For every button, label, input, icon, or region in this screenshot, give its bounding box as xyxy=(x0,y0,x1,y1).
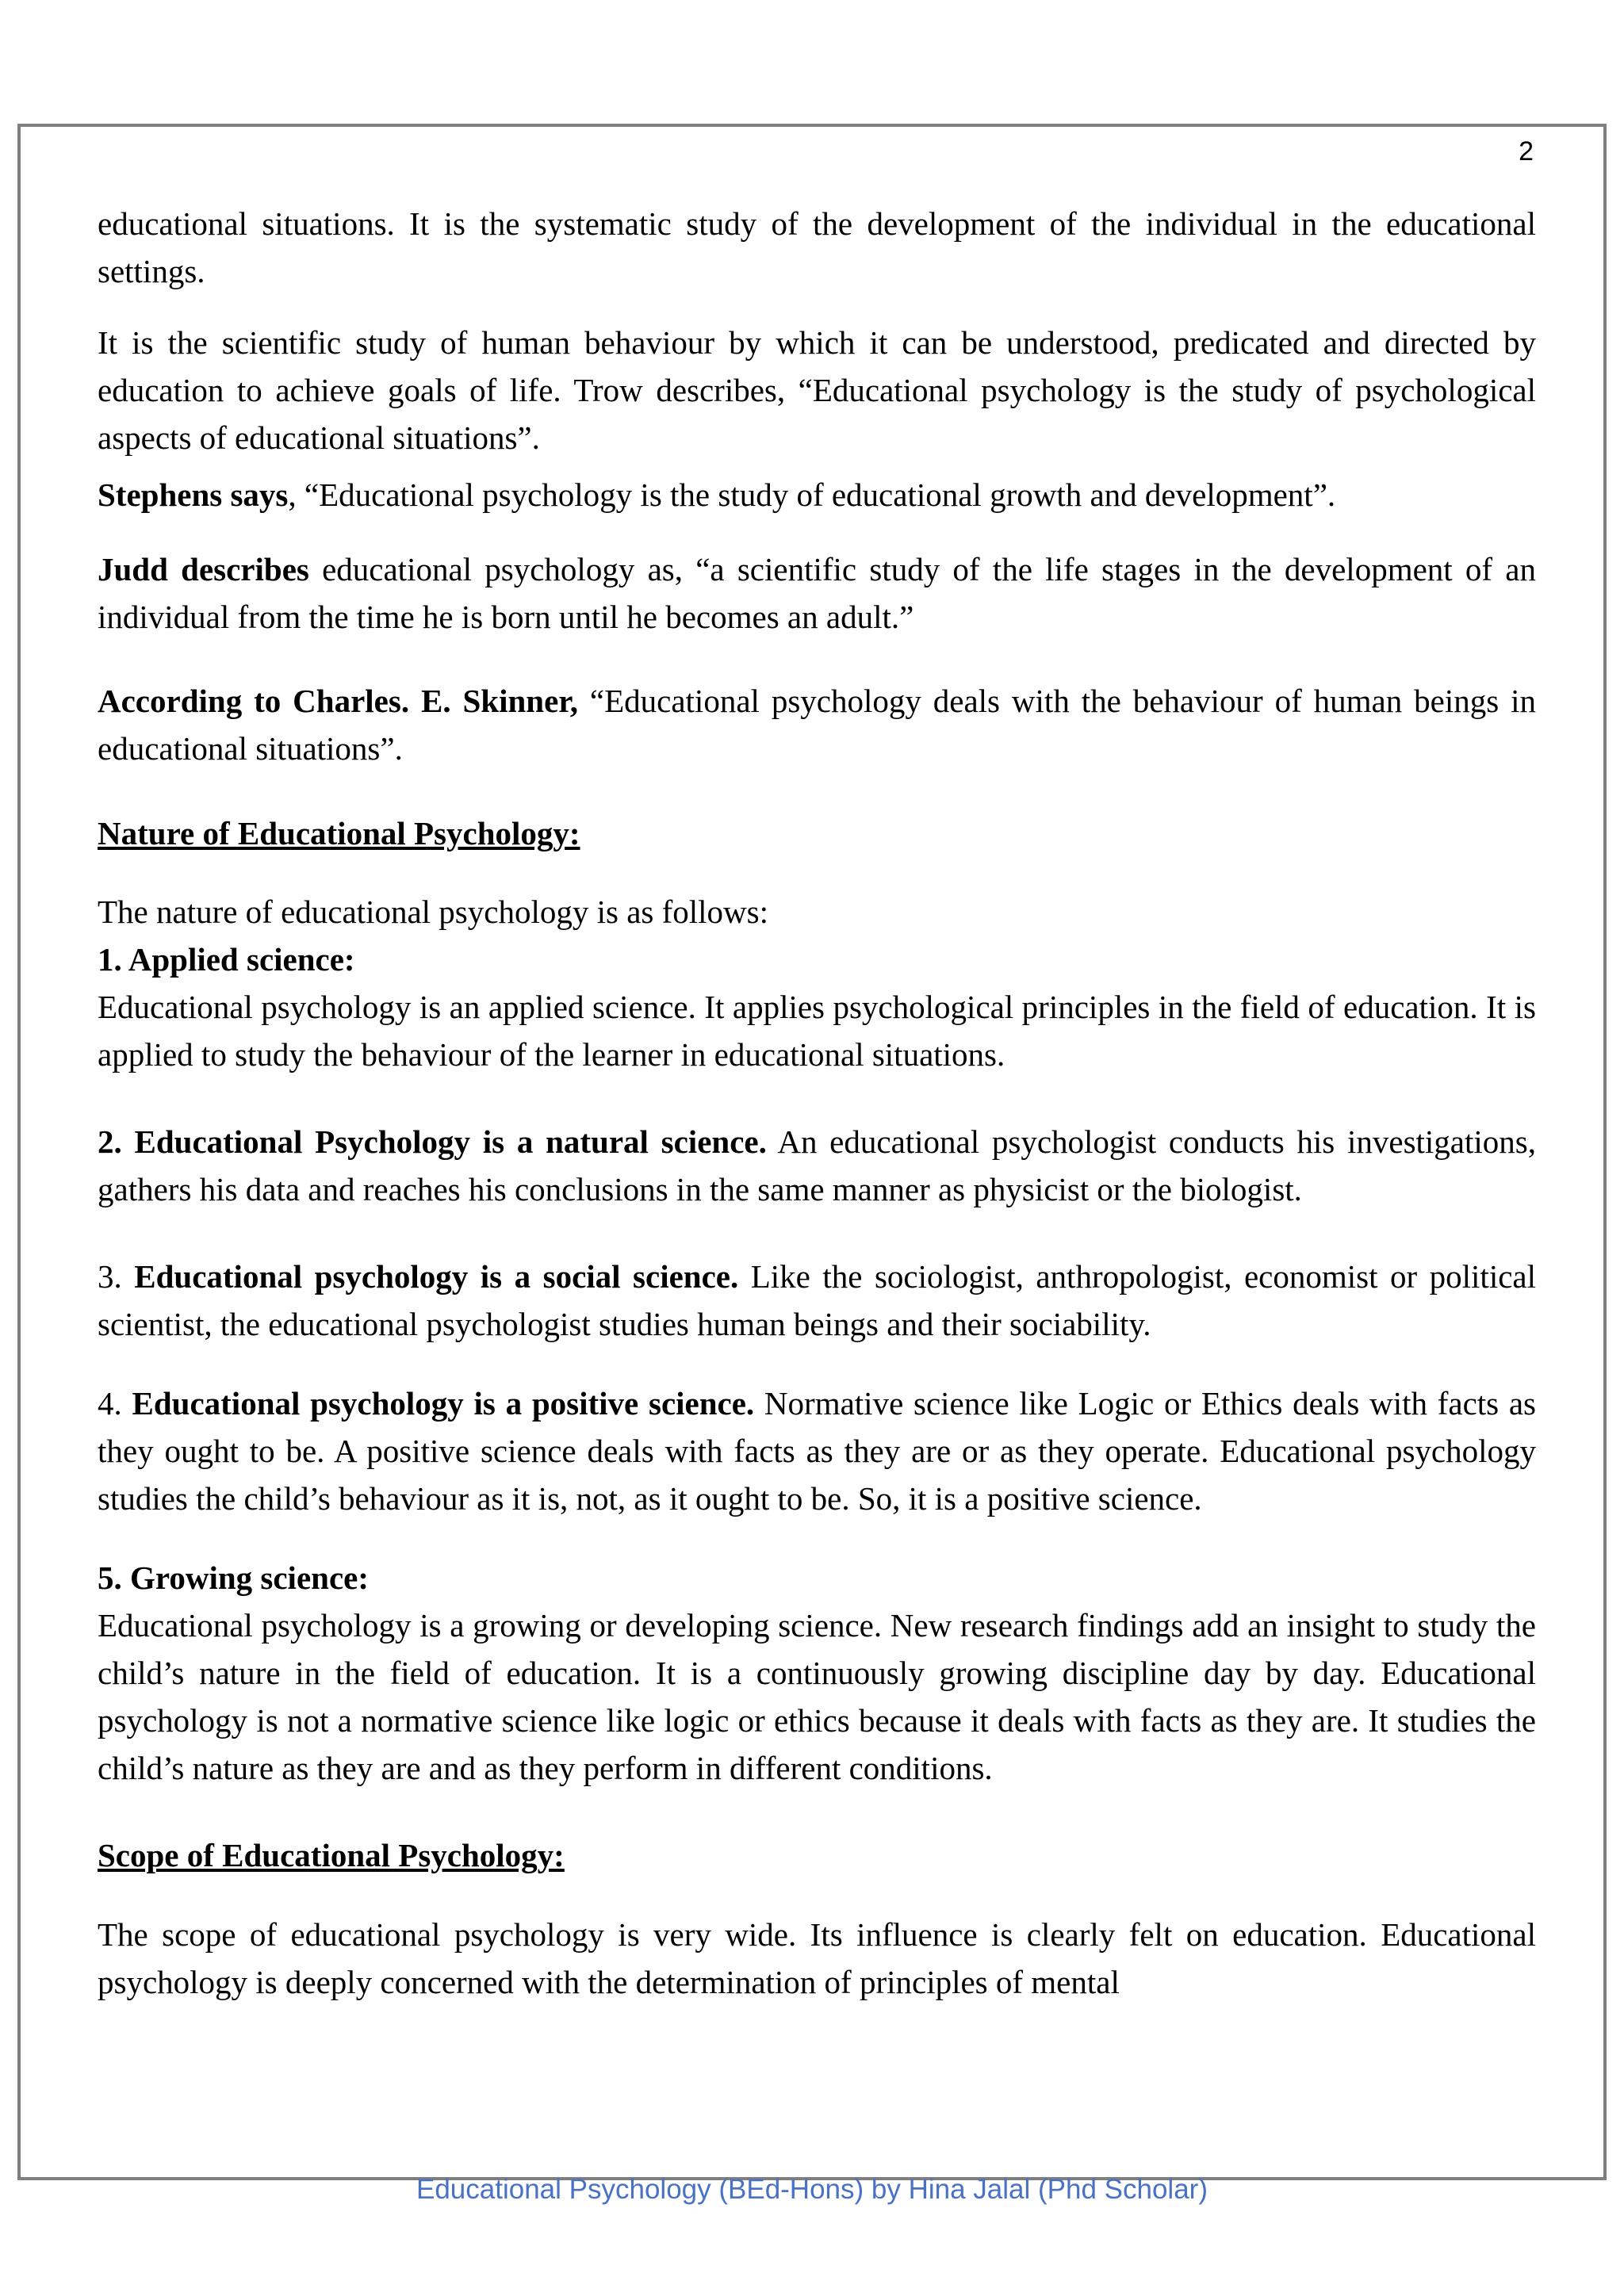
page-number: 2 xyxy=(1519,136,1534,166)
applied-science-title xyxy=(98,936,1536,983)
scope-text: The scope of educational psychology is very wide. Its influence is clearly felt on education. Educational psychology is deeply concerned with the determination of principles of mental xyxy=(98,1916,1536,2000)
paragraph-skinner xyxy=(98,677,1536,772)
social-science-item: 3. Educational psychology is a social science. Like the sociologist, anthropologist, economist or political scientist, the educational psychologist studies human beings and their sociability. xyxy=(98,1258,1536,1342)
growing-science-text: Educational psychology is a growing or developing science. New research findings add an insight to study the child’s nature in the field of education. It is a continuously growing discipline day by day. Educational psychology is not a normative science like logic or ethics because it deals with facts as they are. It studies the child’s nature as they are and as they perform in different conditions. xyxy=(98,1607,1536,1786)
paragraph-continuation: educational situations. It is the systematic study of the development of the individual in the educational settings. xyxy=(98,205,1536,289)
stephens-quote: , “Educational psychology is the study of educational growth and development”. xyxy=(288,476,1336,513)
nature-heading: Nature of Educational Psychology: xyxy=(98,815,580,851)
skinner-quote: “Educational psychology deals with the behaviour of human beings in educational situations”. xyxy=(98,683,1536,767)
scope-heading: Scope of Educational Psychology: xyxy=(98,1837,565,1873)
growing-science-label: 5. Growing science: xyxy=(98,1559,369,1596)
stephens-label: Stephens says xyxy=(98,476,289,513)
skinner-label: According to Charles. E. Skinner, xyxy=(98,683,578,719)
page-content xyxy=(98,200,1536,2006)
positive-science-item: 4. Educational psychology is a positive science. Normative science like Logic or Ethics deals with facts as they ought to be. A positive science deals with facts as they are or as they operate. Educational psychology studies the child’s behaviour as it is, not, as it ought to be. So, it is a positive science. xyxy=(98,1385,1537,1517)
paragraph-stephens xyxy=(98,471,1536,519)
positive-science-text: Normative science like Logic or Ethics deals with facts as they ought to be. A positive science deals with facts as they are or as they operate. Educational psychology studies the child’s behaviour as it is, not, as it ought to be. So, it is a positive science. xyxy=(98,1385,1537,1517)
social-science-text: Like the sociologist, anthropologist, economist or political scientist, the educational psychologist studies human beings and their sociability. xyxy=(98,1258,1536,1342)
social-science-label: Educational psychology is a social science. xyxy=(134,1258,739,1295)
applied-science-text: Educational psychology is an applied science. It applies psychological principles in the field of education. It is applied to study the behaviour of the learner in educational situations. xyxy=(98,989,1536,1073)
growing-science-title xyxy=(98,1554,1536,1601)
positive-science-number: 4 xyxy=(98,1385,114,1422)
judd-label: Judd describes xyxy=(98,551,309,587)
natural-science-item xyxy=(98,1118,1536,1213)
judd-quote: educational psychology as, “a scientific study of the life stages in the development of an individual from the time he is born until he becomes an adult.” xyxy=(98,551,1536,635)
applied-science-label: 1. Applied science: xyxy=(98,941,355,978)
page-footer: Educational Psychology (BEd-Hons) by Hina Jalal (Phd Scholar) xyxy=(416,2174,1208,2205)
positive-science-label: Educational psychology is a positive science. xyxy=(132,1385,755,1422)
social-science-number: 3 xyxy=(98,1258,114,1295)
natural-science-label: 2. Educational Psychology is a natural science. xyxy=(98,1123,767,1160)
paragraph-scientific-study: It is the scientific study of human behaviour by which it can be understood, predicated and directed by education to achieve goals of life. Trow describes, “Educational psychology is the study of psychological aspects of educational situations”. xyxy=(98,324,1536,456)
paragraph-judd xyxy=(98,545,1536,641)
nature-intro: The nature of educational psychology is as follows: xyxy=(98,894,768,930)
natural-science-text: An educational psychologist conducts his investigations, gathers his data and reaches his conclusions in the same manner as physicist or the biologist. xyxy=(98,1123,1536,1207)
